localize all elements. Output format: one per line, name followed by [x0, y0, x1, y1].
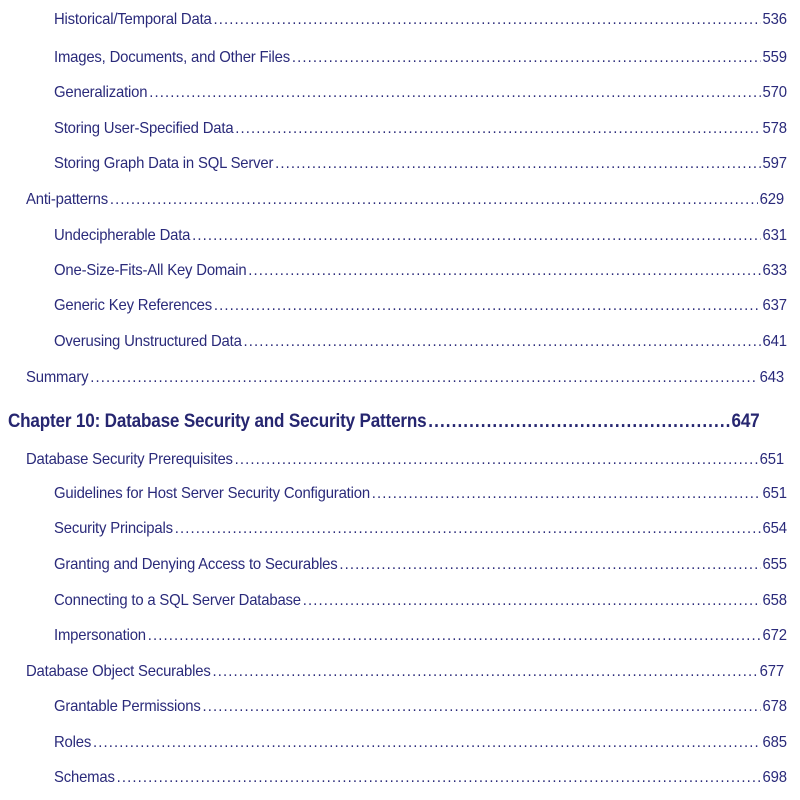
- toc-entry-label: One-Size-Fits-All Key Domain: [54, 262, 247, 279]
- toc-entry-label: Images, Documents, and Other Files: [54, 49, 291, 66]
- toc-entry-label: Impersonation: [54, 627, 146, 644]
- toc-entry[interactable]: [54, 84, 787, 102]
- toc-page-number: 637: [762, 297, 787, 314]
- dot-leader: [213, 11, 760, 29]
- toc-entry-label: Generalization: [54, 84, 148, 101]
- toc-page-number: 698: [762, 769, 787, 786]
- dot-leader: [175, 520, 761, 538]
- toc-page-number: 597: [762, 155, 787, 172]
- toc-entry-label: Undecipherable Data: [54, 227, 191, 244]
- dot-leader: [275, 155, 761, 173]
- toc-entry[interactable]: [54, 49, 787, 67]
- toc-entry[interactable]: [54, 297, 787, 315]
- toc-entry[interactable]: [54, 520, 787, 538]
- toc-page-number: 536: [762, 11, 787, 28]
- dot-leader: [235, 120, 760, 138]
- toc-entry[interactable]: [26, 663, 784, 681]
- dot-leader: [428, 411, 729, 433]
- dot-leader: [110, 191, 758, 209]
- dot-leader: [192, 227, 761, 245]
- toc-entry[interactable]: [54, 262, 787, 280]
- toc-page-number: 658: [762, 592, 787, 609]
- chapter-heading[interactable]: [8, 411, 760, 433]
- toc-entry[interactable]: [54, 698, 787, 716]
- toc-page-number: 672: [762, 627, 787, 644]
- dot-leader: [244, 333, 761, 351]
- dot-leader: [303, 592, 761, 610]
- toc-entry-label: Anti-patterns: [26, 191, 108, 208]
- toc-entry-label: Security Principals: [54, 520, 173, 537]
- toc-entry-label: Grantable Permissions: [54, 698, 201, 715]
- dot-leader: [148, 627, 761, 645]
- toc-entry-label: Database Object Securables: [26, 663, 211, 680]
- dot-leader: [235, 451, 758, 469]
- toc-entry-label: Roles: [54, 734, 92, 751]
- dot-leader: [292, 49, 761, 67]
- toc-page-number: 677: [759, 663, 784, 680]
- toc-page-number: 578: [762, 120, 787, 137]
- toc-page-number: 685: [762, 734, 787, 751]
- toc-page-number: 651: [762, 485, 787, 502]
- dot-leader: [149, 84, 760, 102]
- toc-entry[interactable]: [54, 11, 787, 29]
- toc-page-number: 631: [762, 227, 787, 244]
- toc-entry[interactable]: [54, 734, 787, 752]
- toc-entry-label: Generic Key References: [54, 297, 213, 314]
- toc-entry[interactable]: [54, 592, 787, 610]
- toc-entry-label: Database Security Prerequisites: [26, 451, 233, 468]
- toc-entry-label: Storing User-Specified Data: [54, 120, 234, 137]
- toc-page-number: 633: [762, 262, 787, 279]
- toc-entry[interactable]: [54, 556, 787, 574]
- toc-entry[interactable]: [26, 191, 784, 209]
- dot-leader: [214, 297, 761, 315]
- toc-page-number: 651: [759, 451, 784, 468]
- toc-entry-label: Schemas: [54, 769, 115, 786]
- toc-entry-label: Storing Graph Data in SQL Server: [54, 155, 274, 172]
- toc-entry[interactable]: [54, 333, 787, 351]
- toc-entry-label: Granting and Denying Access to Securables: [54, 556, 338, 573]
- toc-entry-label: Overusing Unstructured Data: [54, 333, 242, 350]
- dot-leader: [212, 663, 757, 681]
- chapter-title: Chapter 10: Database Security and Security Patterns: [8, 411, 427, 432]
- toc-entry[interactable]: [54, 627, 787, 645]
- toc-page-number: 678: [762, 698, 787, 715]
- toc-entry[interactable]: [26, 369, 784, 387]
- toc-page-number: 629: [759, 191, 784, 208]
- dot-leader: [93, 734, 761, 752]
- toc-page-number: 559: [762, 49, 787, 66]
- toc-page-number: 643: [759, 369, 784, 386]
- dot-leader: [339, 556, 760, 574]
- toc-page-number: 570: [762, 84, 787, 101]
- dot-leader: [248, 262, 760, 280]
- toc-page-number: 655: [762, 556, 787, 573]
- toc-entry[interactable]: [54, 120, 787, 138]
- toc-entry-label: Historical/Temporal Data: [54, 11, 212, 28]
- toc-entry[interactable]: [54, 485, 787, 503]
- toc-entry-label: Connecting to a SQL Server Database: [54, 592, 301, 609]
- toc-page-number: 654: [762, 520, 787, 537]
- dot-leader: [202, 698, 760, 716]
- dot-leader: [117, 769, 761, 787]
- toc-page-number: 641: [762, 333, 787, 350]
- toc-entry[interactable]: [54, 769, 787, 787]
- toc-entry-label: Summary: [26, 369, 89, 386]
- toc-entry[interactable]: [26, 451, 784, 469]
- toc-entry[interactable]: [54, 155, 787, 173]
- toc-entry-label: Guidelines for Host Server Security Configuration: [54, 485, 370, 502]
- dot-leader: [90, 369, 758, 387]
- dot-leader: [372, 485, 761, 503]
- toc-page-number: 647: [731, 411, 760, 432]
- toc-entry[interactable]: [54, 227, 787, 245]
